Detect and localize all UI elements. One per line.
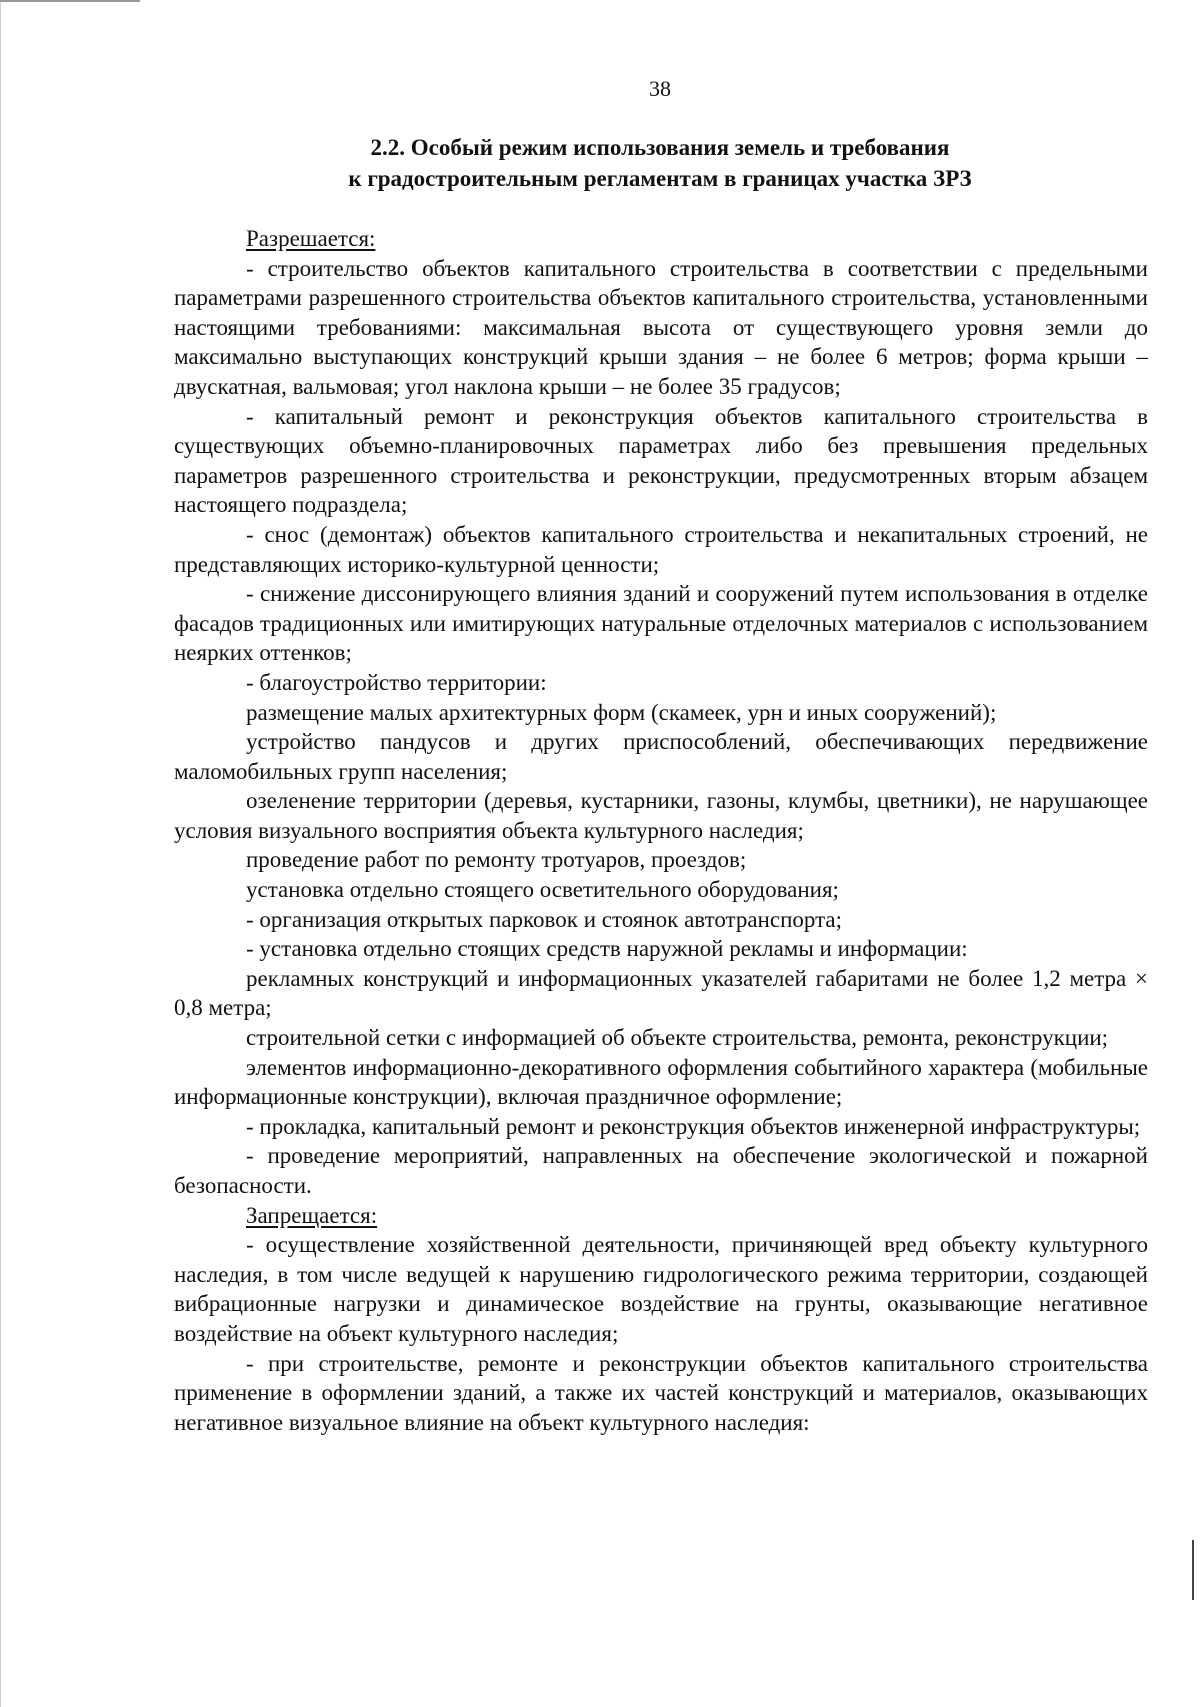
allowed-heading-paragraph bbox=[174, 224, 1148, 254]
allowed-subitem: установка отдельно стоящего осветительного оборудования; bbox=[246, 877, 839, 903]
allowed-item: - снос (демонтаж) объектов капитального строительства и некапитальных строений, не представляющих историко-культурной ценности; bbox=[174, 521, 1148, 577]
scan-top-edge bbox=[0, 0, 140, 2]
page-number: 38 bbox=[649, 76, 671, 101]
allowed-item: - капитальный ремонт и реконструкция объектов капитального строительства в существующих объемно-планировочных параметрах либо без превышения предельных параметров разрешенного строительства и реконструкции, предусмотренных вторым абзацем настоящего подраздела; bbox=[174, 403, 1148, 518]
section-title-line-1: 2.2. Особый режим использования земель и требования bbox=[370, 135, 950, 160]
allowed-subitem: элементов информационно-декоративного оформления событийного характера (мобильные информационные конструкции), включая праздничное оформление; bbox=[174, 1054, 1148, 1110]
allowed-subitem: размещение малых архитектурных форм (скамеек, урн и иных сооружений); bbox=[246, 699, 997, 725]
allowed-subitem: устройство пандусов и других приспособлений, обеспечивающих передвижение маломобильных групп населения; bbox=[174, 729, 1148, 784]
allowed-item: - организация открытых парковок и стоянок автотранспорта; bbox=[246, 906, 843, 932]
allowed-subitem: проведение работ по ремонту тротуаров, проездов; bbox=[246, 847, 747, 873]
section-title-line-2: к градостроительным регламентам в границах участка ЗРЗ bbox=[348, 166, 972, 191]
scan-left-edge bbox=[0, 0, 1, 1707]
allowed-subitem: озеленение территории (деревья, кустарники, газоны, клумбы, цветники), не нарушающее условия визуального восприятия объекта культурного наследия; bbox=[174, 788, 1148, 843]
prohibited-heading: Запрещается: bbox=[246, 1202, 378, 1228]
document-body bbox=[174, 224, 1148, 1437]
prohibited-item: - осуществление хозяйственной деятельности, причиняющей вред объекту культурного наследия, в том числе ведущей к нарушению гидрологического режима территории, создающей вибрационные нагрузки и динамическое воздействие на грунты, оказывающие негативное воздействие на объект культурного наследия; bbox=[174, 1232, 1148, 1346]
allowed-item: - снижение диссонирующего влияния зданий и сооружений путем использования в отделке фасадов традиционных или имитирующих натуральные отделочных материалов с использованием неярких оттенков; bbox=[174, 581, 1148, 666]
allowed-subitem: рекламных конструкций и информационных указателей габаритами не более 1,2 метра × 0,8 метра; bbox=[174, 965, 1148, 1021]
prohibited-item: - при строительстве, ремонте и реконструкции объектов капитального строительства применение в оформлении зданий, а также их частей конструкций и материалов, оказывающих негативное визуальное влияние на объект культурного наследия: bbox=[174, 1350, 1148, 1435]
allowed-heading: Разрешается: bbox=[246, 226, 376, 251]
allowed-item: - установка отдельно стоящих средств наружной рекламы и информации: bbox=[246, 936, 968, 962]
prohibited-heading-paragraph bbox=[174, 1201, 1148, 1231]
allowed-item: - прокладка, капитальный ремонт и реконструкция объектов инженерной инфраструктуры; bbox=[246, 1113, 1141, 1139]
allowed-item: - проведение мероприятий, направленных на обеспечение экологической и пожарной безопасности. bbox=[174, 1143, 1148, 1198]
scan-right-mark bbox=[1192, 1540, 1194, 1600]
allowed-item: - благоустройство территории: bbox=[246, 669, 547, 695]
section-title bbox=[170, 132, 1150, 194]
allowed-subitem: строительной сетки с информацией об объекте строительства, ремонта, реконструкции; bbox=[246, 1025, 1109, 1051]
allowed-item: - строительство объектов капитального строительства в соответствии с предельными параметрами разрешенного строительства объектов капитального строительства, установленными настоящими требованиями: максимальная высота от существующего уровня земли до максимально выступающих конструкций крыши здания – не более 6 метров; форма крыши – двускатная, вальмовая; угол наклона крыши – не более 35 градусов; bbox=[174, 255, 1148, 399]
